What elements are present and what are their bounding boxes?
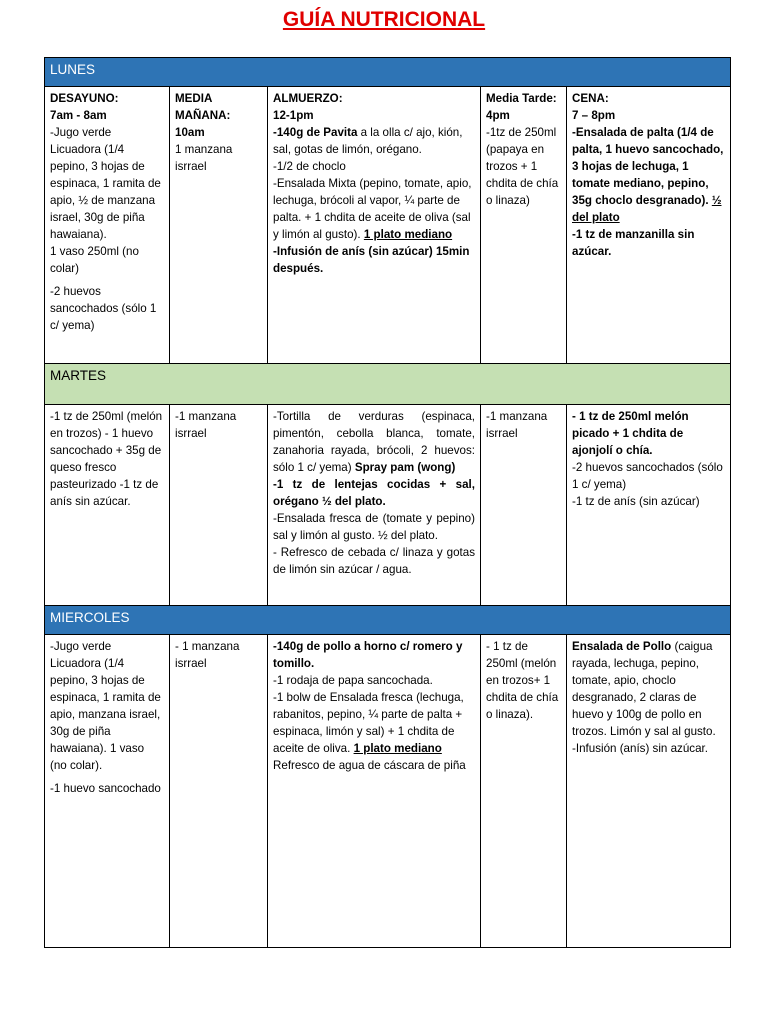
cell-cena: - 1 tz de 250ml melón picado + 1 chdita de ajonjolí o chía. -2 huevos sancochados (sólo 1 c/ yema) -1 tz de anís (sin azúcar) (567, 405, 731, 606)
meal-row-miercoles (45, 635, 731, 948)
cell-almuerzo: -Tortilla de verduras (espinaca, pimentón, cebolla blanca, tomate, zanahoria rayada, brócoli, 2 huevos: sólo 1 c/ yema) Spray pam (wong) -1 tz de lentejas cocidas + sal, orégano ½ del plato. -Ensalada fresca de (tomate y pepino) sal y limón al gusto. ½ del plato. - Refresco de cebada c/ linaza y gotas de limón sin azúcar / agua. (268, 405, 481, 606)
cell-almuerzo: ALMUERZO: 12-1pm -140g de Pavita a la olla c/ ajo, kión, sal, gotas de limón, orégano. -1/2 de choclo -Ensalada Mixta (pepino, tomate, apio, lechuga, brócoli al vapor, ¼ parte de palta. + 1 chdita de aceite de oliva (sal y limón al gusto). 1 plato mediano -Infusión de anís (sin azúcar) 15min después. (268, 87, 481, 364)
cell-media-manana: -1 manzana isrrael (170, 405, 268, 606)
nutrition-table (44, 57, 731, 948)
day-header-lunes (45, 58, 731, 87)
day-label: LUNES (45, 58, 731, 87)
meal-row-lunes (45, 87, 731, 364)
cell-desayuno: DESAYUNO: 7am - 8am -Jugo verde Licuadora (1/4 pepino, 3 hojas de espinaca, 1 ramita de apio, ½ de manzana israel, 30g de piña hawaiana). 1 vaso 250ml (no colar) -2 huevos sancochados (sólo 1 c/ yema) (45, 87, 170, 364)
day-label: MIERCOLES (45, 606, 731, 635)
cell-media-manana: - 1 manzana isrrael (170, 635, 268, 948)
cell-desayuno: -1 tz de 250ml (melón en trozos) - 1 huevo sancochado + 35g de queso fresco pasteurizado -1 tz de anís sin azúcar. (45, 405, 170, 606)
cell-media-tarde: -1 manzana isrrael (481, 405, 567, 606)
meal-row-martes (45, 405, 731, 606)
cell-media-tarde: - 1 tz de 250ml (melón en trozos+ 1 chdita de chía o linaza). (481, 635, 567, 948)
cell-almuerzo: -140g de pollo a horno c/ romero y tomillo. -1 rodaja de papa sancochada. -1 bolw de Ensalada fresca (lechuga, rabanitos, pepino, ¼ parte de palta + espinaca, limón y sal) + 1 chdita de aceite de oliva. 1 plato mediano Refresco de agua de cáscara de piña (268, 635, 481, 948)
cell-media-manana: MEDIA MAÑANA: 10am 1 manzana isrrael (170, 87, 268, 364)
day-header-miercoles (45, 606, 731, 635)
page-title: GUÍA NUTRICIONAL (282, 8, 486, 31)
day-label: MARTES (45, 364, 731, 405)
cell-cena: Ensalada de Pollo (caigua rayada, lechuga, pepino, tomate, apio, choclo desgranado, 2 claras de huevo y 100g de pollo en trozos. Limón y sal al gusto. -Infusión (anís) sin azúcar. (567, 635, 731, 948)
cell-desayuno: -Jugo verde Licuadora (1/4 pepino, 3 hojas de espinaca, 1 ramita de apio, manzana israel, 30g de piña hawaiana). 1 vaso (no colar). -1 huevo sancochado (45, 635, 170, 948)
day-header-martes (45, 364, 731, 405)
cell-media-tarde: Media Tarde: 4pm -1tz de 250ml (papaya en trozos + 1 chdita de chía o linaza) (481, 87, 567, 364)
cell-cena: CENA: 7 – 8pm -Ensalada de palta (1/4 de palta, 1 huevo sancochado, 3 hojas de lechuga, 1 tomate mediano, pepino, 35g choclo desgranado). ½ del plato -1 tz de manzanilla sin azúcar. (567, 87, 731, 364)
